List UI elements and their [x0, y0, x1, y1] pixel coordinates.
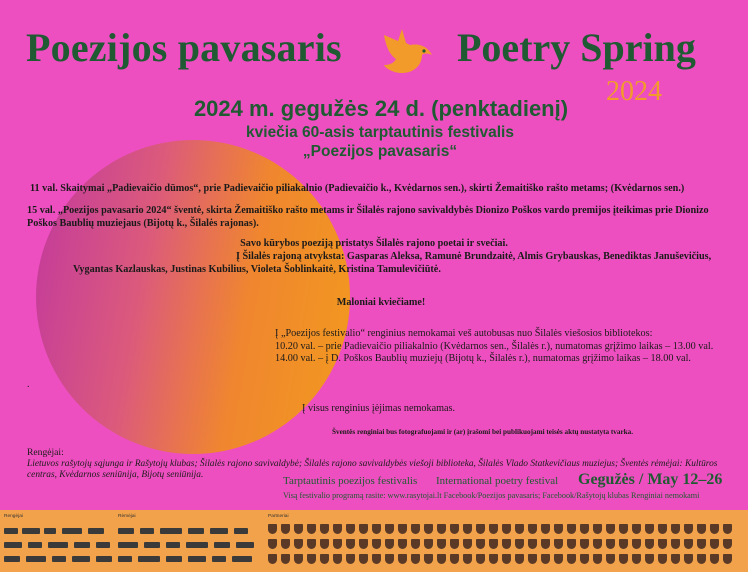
transport-line-1: Į „Poezijos festivalio“ renginius nemokamai veš autobusas nuo Šilalės viešosios bibliotekos:	[275, 328, 653, 339]
crest-icon	[411, 539, 420, 549]
crest-icon	[450, 524, 459, 534]
crest-icon	[671, 539, 680, 549]
crest-icon	[294, 524, 303, 534]
crest-icon	[489, 554, 498, 564]
sponsor-logo	[118, 542, 138, 548]
crest-icon	[554, 524, 563, 534]
organizers-heading: Rengėjai:	[27, 447, 64, 458]
sponsor-logo	[160, 528, 182, 534]
sponsor-logo	[214, 542, 230, 548]
crest-icon	[463, 539, 472, 549]
crest-icon	[385, 554, 394, 564]
crest-icon	[463, 524, 472, 534]
title-lithuanian: Poezijos pavasaris	[26, 25, 342, 70]
sponsor-logo	[166, 556, 182, 562]
crest-icon	[658, 554, 667, 564]
crest-icon	[671, 524, 680, 534]
year-label: 2024	[606, 76, 662, 107]
welcome-text: Maloniai kviečiame!	[336, 297, 426, 308]
sponsor-logo	[44, 528, 56, 534]
crest-icon	[645, 539, 654, 549]
sponsor-logo	[28, 542, 42, 548]
crest-icon	[697, 524, 706, 534]
crest-icon	[697, 554, 706, 564]
sponsor-logo	[144, 542, 160, 548]
crest-icon	[424, 539, 433, 549]
sponsor-logo	[210, 528, 228, 534]
transport-info	[275, 328, 713, 366]
crest-icon	[515, 539, 524, 549]
crest-icon	[281, 554, 290, 564]
sponsor-logo	[166, 542, 180, 548]
crest-icon	[476, 524, 485, 534]
crest-icon	[606, 539, 615, 549]
crest-icon	[658, 539, 667, 549]
sponsor-logo	[236, 542, 254, 548]
sponsor-logo	[118, 556, 132, 562]
crest-icon	[619, 524, 628, 534]
crest-icon	[619, 539, 628, 549]
crest-icon	[593, 554, 602, 564]
crest-icon	[333, 524, 342, 534]
crest-icon	[567, 554, 576, 564]
crest-icon	[580, 539, 589, 549]
sponsor-label-supporters: Rėmėjai	[118, 514, 136, 519]
program-item-15-line1: 15 val. „Poezijos pavasario 2024“ šventė, skirta Žemaitiško rašto metams ir Šilalės rajono savivaldybės Dionizo Poškos vardo premijos įteikimas prie Dionizo	[27, 205, 709, 216]
crest-icon	[541, 554, 550, 564]
program-item-11: 11 val. Skaitymai „Padievaičio dūmos“, prie Padievaičio piliakalnio (Padievaičio k., Kvėdarnos sen.), skirti Žemaitiško rašto metams; (Kvėdarnos sen.)	[30, 183, 685, 194]
crest-icon	[632, 554, 641, 564]
crest-icon	[307, 539, 316, 549]
organizers-line-2: centras, Kvėdarnos seniūnija, Bijotų seniūnija.	[27, 470, 204, 481]
crest-icon	[723, 524, 732, 534]
crest-icon	[268, 554, 277, 564]
crest-icon	[554, 554, 563, 564]
crest-icon	[398, 539, 407, 549]
crest-icon	[606, 524, 615, 534]
crest-icon	[268, 539, 277, 549]
sponsor-logo	[188, 528, 204, 534]
crest-icon	[398, 524, 407, 534]
sponsor-logo	[88, 528, 104, 534]
sponsor-logo-strip	[0, 510, 748, 572]
crest-icon	[346, 554, 355, 564]
crest-icon	[697, 539, 706, 549]
crest-icon	[281, 524, 290, 534]
crest-icon	[385, 524, 394, 534]
guests-line-1: Į Šilalės rajoną atvyksta: Gasparas Aleksa, Ramunė Brundzaitė, Almis Grybauskas, Benediktas Januševičius,	[236, 251, 712, 262]
sponsor-logo	[4, 542, 22, 548]
festival-info-links: Visą festivalio programą rasite: www.rasytojai.lt Facebook/Poezijos pavasaris; Facebook/Rašytojų klubas Renginiai nemokami	[283, 491, 700, 500]
crest-icon	[580, 524, 589, 534]
festival-name-en: International poetry festival	[436, 475, 559, 487]
transport-line-2: 10.20 val. – prie Padievaičio piliakalnio (Kvėdarnos sen., Šilalės r.), numatomas grįžimo laikas – 13.00 val.	[275, 340, 714, 352]
crest-icon	[463, 554, 472, 564]
crest-icon	[645, 554, 654, 564]
crest-icon	[567, 524, 576, 534]
sponsor-logo	[186, 542, 208, 548]
crest-icon	[684, 554, 693, 564]
sponsor-logo	[96, 542, 110, 548]
sponsor-logo	[72, 556, 90, 562]
invite-line-1: kviečia 60-asis tarptautinis festivalis	[246, 124, 514, 141]
crest-icon	[437, 524, 446, 534]
sponsor-logo	[74, 542, 90, 548]
sponsor-logo	[232, 556, 252, 562]
sponsor-logo	[96, 556, 112, 562]
crest-icon	[346, 539, 355, 549]
event-date: 2024 m. gegužės 24 d. (penktadienį)	[193, 96, 569, 121]
crest-icon	[593, 539, 602, 549]
crest-icon	[320, 524, 329, 534]
crest-icon	[723, 554, 732, 564]
crest-icon	[710, 524, 719, 534]
crest-icon	[424, 554, 433, 564]
sponsor-logo	[234, 528, 248, 534]
sponsor-logo	[22, 528, 40, 534]
crest-icon	[437, 554, 446, 564]
crest-icon	[515, 554, 524, 564]
festival-dates: Gegužės / May 12–26	[578, 471, 723, 488]
crest-icon	[372, 554, 381, 564]
stray-dot: .	[27, 379, 30, 390]
crest-icon	[437, 539, 446, 549]
crest-icon	[450, 554, 459, 564]
organizers-line-1: Lietuvos rašytojų sąjunga ir Rašytojų klubas; Šilalės rajono savivaldybė; Šilalės rajono savivaldybės viešoji biblioteka, Šilalės Vlado Statkevičiaus muziejus; Šventės rėmėjai: Kultūros	[27, 459, 718, 469]
local-poets: Savo kūrybos poeziją pristatys Šilalės rajono poetai ir svečiai.	[240, 238, 508, 249]
crest-icon	[476, 539, 485, 549]
sponsor-logo	[4, 528, 18, 534]
crest-icon	[632, 539, 641, 549]
crest-icon	[385, 539, 394, 549]
crest-icon	[567, 539, 576, 549]
bird-logo-icon	[376, 25, 438, 77]
crest-icon	[450, 539, 459, 549]
free-entry: Į visus renginius įėjimas nemokamas.	[302, 403, 456, 414]
sponsor-label-partners: Partneriai	[268, 514, 289, 519]
crest-icon	[489, 524, 498, 534]
crest-icon	[710, 539, 719, 549]
sponsor-logo	[212, 556, 226, 562]
crest-icon	[710, 554, 719, 564]
crest-icon	[580, 554, 589, 564]
crest-icon	[528, 539, 537, 549]
crest-icon	[372, 524, 381, 534]
crest-icon	[294, 539, 303, 549]
crest-icon	[528, 554, 537, 564]
sponsor-logo	[140, 528, 154, 534]
sponsor-logo	[52, 556, 66, 562]
sponsor-logo	[118, 528, 134, 534]
crest-icon	[307, 554, 316, 564]
crest-icon	[294, 554, 303, 564]
crest-icon	[333, 554, 342, 564]
crest-icon	[645, 524, 654, 534]
photo-notice: Šventės renginiai bus fotografuojami ir (ar) įrašomi bei publikuojami teisės aktų nustatyta tvarka.	[332, 428, 634, 436]
crest-icon	[515, 524, 524, 534]
crest-icon	[333, 539, 342, 549]
crest-icon	[502, 524, 511, 534]
crest-icon	[528, 524, 537, 534]
sponsor-logo	[4, 556, 20, 562]
crest-icon	[359, 554, 368, 564]
crest-icon	[671, 554, 680, 564]
crest-icon	[268, 524, 277, 534]
crest-icon	[424, 524, 433, 534]
crest-icon	[684, 539, 693, 549]
crest-icon	[359, 539, 368, 549]
crest-icon	[619, 554, 628, 564]
crest-icon	[541, 524, 550, 534]
sponsor-label-organizers: Rengėjai	[4, 514, 23, 519]
crest-icon	[398, 554, 407, 564]
program-item-15	[27, 205, 709, 230]
crest-icon	[632, 524, 641, 534]
sponsor-logo	[188, 556, 206, 562]
transport-line-3: 14.00 val. – į D. Poškos Baublių muziejų (Bijotų k., Šilalės r.), numatomas grįžimo laikas – 18.00 val.	[275, 353, 691, 364]
crest-icon	[593, 524, 602, 534]
sponsor-logo	[62, 528, 82, 534]
crest-icon	[320, 554, 329, 564]
crest-icon	[489, 539, 498, 549]
crest-icon	[554, 539, 563, 549]
guests-line-2: Vygantas Kazlauskas, Justinas Kubilius, Violeta Šoblinkaitė, Kristina Tamulevičiūtė.	[73, 264, 441, 275]
sponsor-logo	[26, 556, 46, 562]
sponsor-logo	[48, 542, 68, 548]
crest-icon	[723, 539, 732, 549]
invite-line-2: „Poezijos pavasaris“	[302, 143, 458, 160]
crest-icon	[684, 524, 693, 534]
crest-icon	[658, 524, 667, 534]
crest-icon	[372, 539, 381, 549]
crest-icon	[476, 554, 485, 564]
crest-icon	[307, 524, 316, 534]
crest-icon	[346, 524, 355, 534]
title-english: Poetry Spring	[457, 25, 696, 70]
crest-icon	[359, 524, 368, 534]
crest-icon	[320, 539, 329, 549]
crest-icon	[411, 554, 420, 564]
crest-icon	[502, 539, 511, 549]
crest-icon	[281, 539, 290, 549]
crest-icon	[606, 554, 615, 564]
program-item-15-line2: Poškos Baublių muziejaus (Bijotų k., Šilalės rajonas).	[27, 217, 259, 229]
crest-icon	[411, 524, 420, 534]
sponsor-logo	[138, 556, 160, 562]
crest-icon	[541, 539, 550, 549]
crest-icon	[502, 554, 511, 564]
festival-name-lt: Tarptautinis poezijos festivalis	[283, 475, 418, 487]
